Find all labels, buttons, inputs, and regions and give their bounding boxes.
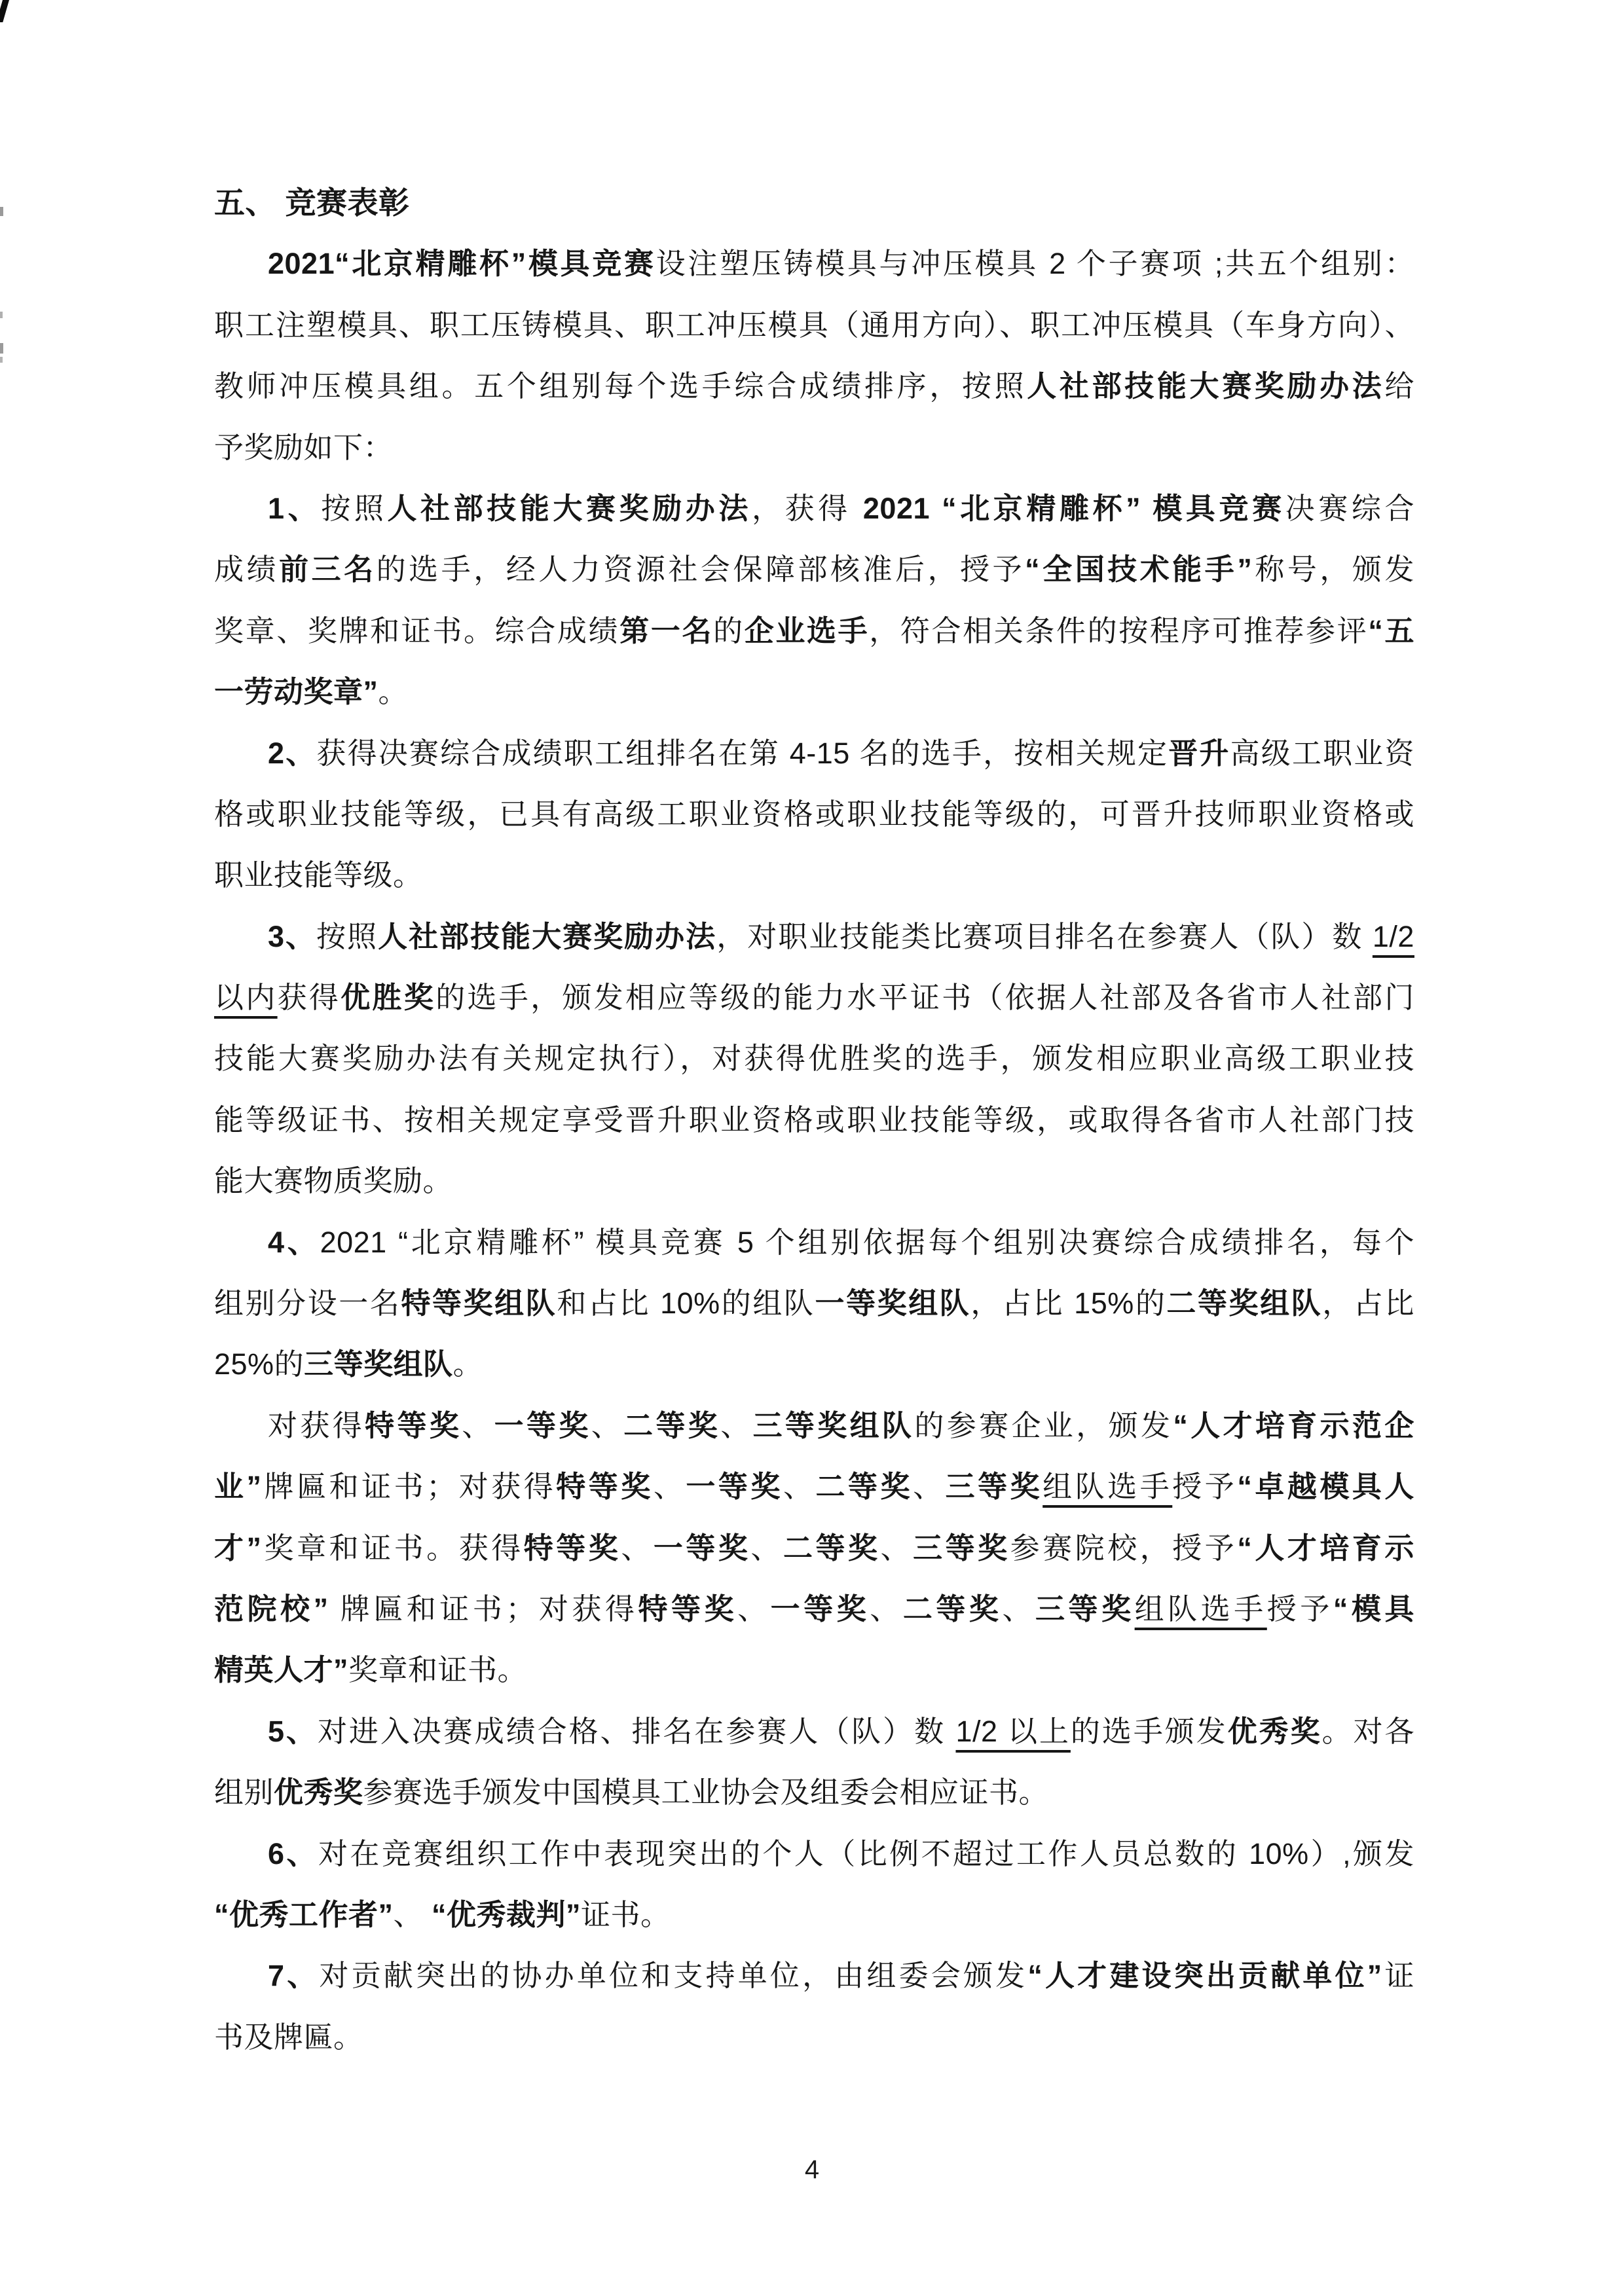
text-line bbox=[214, 1945, 1414, 2006]
text-run: 一等奖 bbox=[494, 1408, 591, 1442]
text-run: 奖章和证书。获得 bbox=[261, 1531, 524, 1565]
text-run: 格或职业技能等级，已具有高级工职业资格或职业技能等级的，可晋升技师职业资格或 bbox=[214, 797, 1414, 831]
text-run: 的参赛企业，颁发 bbox=[914, 1408, 1173, 1442]
text-line bbox=[214, 1395, 1414, 1456]
scan-artifact-edge bbox=[0, 207, 3, 216]
text-line bbox=[214, 1518, 1414, 1578]
text-line bbox=[214, 539, 1414, 600]
text-run: 特等奖 bbox=[365, 1408, 462, 1442]
text-run: 技能大赛奖励办法有关规定执行），对获得优胜奖的选手，颁发相应职业高级工职业技 bbox=[214, 1042, 1414, 1076]
text-run: 书及牌匾。 bbox=[214, 2020, 363, 2054]
text-run: 予奖励如下： bbox=[214, 430, 394, 464]
text-run: 获得决赛综合成绩职工组排名在第 4-15 名的选手，按相关规定 bbox=[316, 736, 1169, 770]
text-run: 人社部技能大赛奖励办法 bbox=[1027, 369, 1385, 403]
text-run: 范院校” bbox=[214, 1592, 329, 1626]
text-run: ，符合相关条件的按程序可推荐参评 bbox=[869, 613, 1369, 647]
text-run: 特等奖 bbox=[556, 1470, 654, 1504]
text-run: 决赛综合 bbox=[1285, 491, 1414, 525]
text-run: 的选手颁发 bbox=[1070, 1714, 1228, 1748]
scan-artifact-edge bbox=[0, 312, 3, 318]
text-run: 按照 bbox=[321, 491, 388, 525]
text-run: 成绩 bbox=[214, 553, 280, 587]
text-run: 三等奖 bbox=[913, 1531, 1010, 1565]
text-run: 2、 bbox=[268, 736, 317, 770]
text-line bbox=[214, 1212, 1414, 1273]
text-line bbox=[214, 1150, 1414, 1211]
text-run: 一等奖 bbox=[770, 1592, 870, 1626]
text-run: 对进入决赛成绩合格、排名在参赛人（队）数 bbox=[317, 1714, 956, 1748]
text-run: 、 bbox=[591, 1408, 624, 1442]
text-run: 7、 bbox=[268, 1959, 320, 1993]
text-run: 。对各 bbox=[1321, 1714, 1414, 1748]
text-run: 特等奖 bbox=[523, 1531, 621, 1565]
text-run: 、 bbox=[653, 1470, 686, 1504]
text-run: 晋升 bbox=[1168, 736, 1230, 770]
text-line bbox=[214, 1639, 1414, 1700]
text-run: 职业技能等级。 bbox=[214, 858, 423, 892]
text-line bbox=[214, 600, 1414, 661]
text-run: 前三名 bbox=[279, 553, 377, 587]
text-run: 职工注塑模具、职工压铸模具、职工冲压模具（通用方向）、职工冲压模具（车身方向）、 bbox=[214, 308, 1414, 342]
text-line bbox=[214, 784, 1414, 845]
scan-artifact-corner bbox=[0, 0, 10, 22]
text-run: 。 bbox=[378, 675, 409, 709]
text-run: 一等奖 bbox=[653, 1531, 751, 1565]
text-run: 三等奖 bbox=[1035, 1592, 1135, 1626]
text-run: 25%的 bbox=[214, 1347, 304, 1381]
text-run: 和占比 10%的组队 bbox=[557, 1286, 815, 1321]
text-run: 特等奖组队 bbox=[401, 1286, 557, 1321]
text-run: 、 bbox=[870, 1592, 903, 1626]
text-run: 4、 bbox=[268, 1225, 320, 1259]
text-run: 三等奖 bbox=[945, 1470, 1043, 1504]
text-run: 二等奖 bbox=[623, 1408, 721, 1442]
text-line bbox=[214, 1578, 1414, 1639]
text-run: ，占比 15%的 bbox=[970, 1286, 1167, 1321]
text-run: 的选手，经人力资源社会保障部核准后，授予 bbox=[376, 553, 1025, 587]
text-run: 2021 “北京精雕杯” 模具竞赛 5 个组别依据每个组别决赛综合成绩排名，每个 bbox=[320, 1225, 1414, 1259]
text-run: 5、 bbox=[268, 1714, 318, 1748]
text-line bbox=[214, 1884, 1414, 1945]
text-run: 人社部技能大赛奖励办法 bbox=[378, 919, 717, 953]
text-run: 1/2 以上 bbox=[955, 1714, 1071, 1748]
text-run: “人才培育示范企 bbox=[1173, 1408, 1414, 1442]
text-run: “全国技术能手” bbox=[1025, 553, 1253, 587]
text-run: 对在竞赛组织工作中表现突出的个人（比例不超过工作人员总数的 10%）,颁发 bbox=[318, 1836, 1414, 1870]
text-run: 二等奖 bbox=[815, 1470, 913, 1504]
text-run: ，获得 bbox=[752, 491, 863, 525]
text-run: 二等奖 bbox=[902, 1592, 1003, 1626]
text-line bbox=[214, 661, 1414, 722]
text-run: “优秀工作者” bbox=[214, 1897, 394, 1931]
text-line bbox=[214, 845, 1414, 905]
text-run: 能大赛物质奖励。 bbox=[214, 1164, 453, 1198]
text-run: 1、 bbox=[268, 491, 322, 525]
text-run: 才” bbox=[214, 1531, 262, 1565]
scan-artifact-edge bbox=[0, 343, 3, 354]
text-run: 、 bbox=[393, 1897, 432, 1931]
text-line bbox=[214, 355, 1414, 416]
text-run: 组别分设一名 bbox=[214, 1286, 401, 1321]
text-line bbox=[214, 417, 1414, 478]
text-block bbox=[214, 172, 1414, 2068]
text-run: 2021“北京精雕杯”模具竞赛 bbox=[268, 247, 656, 281]
text-run: 组队选手 bbox=[1043, 1470, 1173, 1504]
text-line bbox=[214, 1089, 1414, 1150]
text-run: 一等奖组队 bbox=[815, 1286, 971, 1321]
text-run: 组队选手 bbox=[1134, 1592, 1267, 1626]
text-run: 一劳动奖章” bbox=[214, 675, 378, 709]
text-run: 参赛选手颁发中国模具工业协会及组委会相应证书。 bbox=[363, 1776, 1049, 1810]
text-run: “人才建设突出贡献单位” bbox=[1027, 1959, 1382, 1993]
text-run: 、 bbox=[720, 1408, 753, 1442]
text-run: 第一名 bbox=[619, 613, 714, 647]
text-run: 以内 bbox=[214, 981, 278, 1015]
text-run: 授予 bbox=[1172, 1470, 1238, 1504]
text-run: 参赛院校，授予 bbox=[1010, 1531, 1238, 1565]
scan-artifact-edge bbox=[0, 357, 3, 363]
text-run: 获得 bbox=[277, 981, 341, 1015]
text-run: 、 bbox=[462, 1408, 494, 1442]
text-line bbox=[214, 1273, 1414, 1334]
text-run: 业” bbox=[214, 1470, 262, 1504]
text-run: 、 bbox=[913, 1470, 946, 1504]
text-run: 按照 bbox=[316, 919, 378, 953]
text-run: 精英人才” bbox=[214, 1653, 349, 1687]
text-line bbox=[214, 1456, 1414, 1517]
text-run: 人社部技能大赛奖励办法 bbox=[387, 491, 752, 525]
text-run: 2021 “北京精雕杯” 模具竞赛 bbox=[862, 491, 1285, 525]
text-run: 、 bbox=[737, 1592, 771, 1626]
text-run: 给 bbox=[1384, 369, 1414, 403]
text-run: 组别 bbox=[214, 1776, 274, 1810]
text-run: “卓越模具人 bbox=[1237, 1470, 1414, 1504]
text-line bbox=[214, 723, 1414, 784]
text-run: 特等奖 bbox=[638, 1592, 738, 1626]
text-run: 二等奖组队 bbox=[1166, 1286, 1323, 1321]
text-run: 证 bbox=[1382, 1959, 1414, 1993]
text-run: 、 bbox=[621, 1531, 654, 1565]
text-run: 的选手，颁发相应等级的能力水平证书（依据人社部及各省市人社部门 bbox=[435, 981, 1414, 1015]
text-run: ，对职业技能类比赛项目排名在参赛人（队）数 bbox=[716, 919, 1373, 953]
text-run: 称号，颁发 bbox=[1252, 553, 1414, 587]
text-run: 证书。 bbox=[581, 1897, 671, 1931]
text-run: 优秀奖 bbox=[274, 1776, 363, 1810]
text-run: 、 bbox=[750, 1531, 783, 1565]
text-run: 奖章、奖牌和证书。综合成绩 bbox=[214, 613, 620, 647]
text-run: 1/2 bbox=[1372, 919, 1414, 953]
text-run: “人才培育示 bbox=[1237, 1531, 1414, 1565]
text-run: 6、 bbox=[268, 1836, 318, 1870]
text-run: 、 bbox=[1002, 1592, 1036, 1626]
text-run: 设注塑压铸模具与冲压模具 2 个子赛项 ;共五个组别： bbox=[655, 247, 1414, 281]
text-run: 一等奖 bbox=[686, 1470, 783, 1504]
text-run: 教师冲压模具组。五个组别每个选手综合成绩排序，按照 bbox=[214, 369, 1027, 403]
text-run: 。 bbox=[452, 1347, 483, 1381]
text-line bbox=[214, 1762, 1414, 1823]
text-run: 、 bbox=[783, 1470, 816, 1504]
text-run: 的 bbox=[713, 613, 745, 647]
text-line bbox=[214, 967, 1414, 1028]
text-run: 优秀奖 bbox=[1227, 1714, 1322, 1748]
text-run: 牌匾和证书；对获得 bbox=[328, 1592, 638, 1626]
section-heading bbox=[214, 172, 1414, 233]
text-run: 对获得 bbox=[268, 1408, 365, 1442]
text-line bbox=[214, 2007, 1414, 2068]
text-run: 二等奖 bbox=[783, 1531, 881, 1565]
text-run: 授予 bbox=[1266, 1592, 1333, 1626]
text-run: 企业选手 bbox=[744, 613, 870, 647]
text-line bbox=[214, 233, 1414, 294]
text-run: 高级工职业资 bbox=[1230, 736, 1414, 770]
text-line bbox=[214, 1028, 1414, 1089]
text-run: 优胜奖 bbox=[341, 981, 436, 1015]
text-run: ，占比 bbox=[1322, 1286, 1414, 1321]
text-line bbox=[214, 478, 1414, 539]
text-run: 对贡献突出的协办单位和支持单位，由组委会颁发 bbox=[319, 1959, 1028, 1993]
text-run: 牌匾和证书；对获得 bbox=[261, 1470, 557, 1504]
text-run: 五、 竞赛表彰 bbox=[214, 185, 410, 220]
text-run: 3、 bbox=[268, 919, 317, 953]
text-line bbox=[214, 1823, 1414, 1884]
text-run: 能等级证书、按相关规定享受晋升职业资格或职业技能等级，或取得各省市人社部门技 bbox=[214, 1102, 1414, 1137]
text-run: 奖章和证书。 bbox=[348, 1653, 528, 1687]
text-line bbox=[214, 1701, 1414, 1762]
text-line bbox=[214, 295, 1414, 355]
text-run: 三等奖组队 bbox=[752, 1408, 915, 1442]
text-run: “模具 bbox=[1333, 1592, 1414, 1626]
text-run: “优秀裁判” bbox=[432, 1897, 581, 1931]
text-run: 三等奖组队 bbox=[304, 1347, 453, 1381]
text-line bbox=[214, 906, 1414, 967]
text-line bbox=[214, 1334, 1414, 1394]
text-run: 、 bbox=[880, 1531, 913, 1565]
page-number: 4 bbox=[804, 2155, 820, 2184]
text-run: “五 bbox=[1368, 613, 1414, 647]
